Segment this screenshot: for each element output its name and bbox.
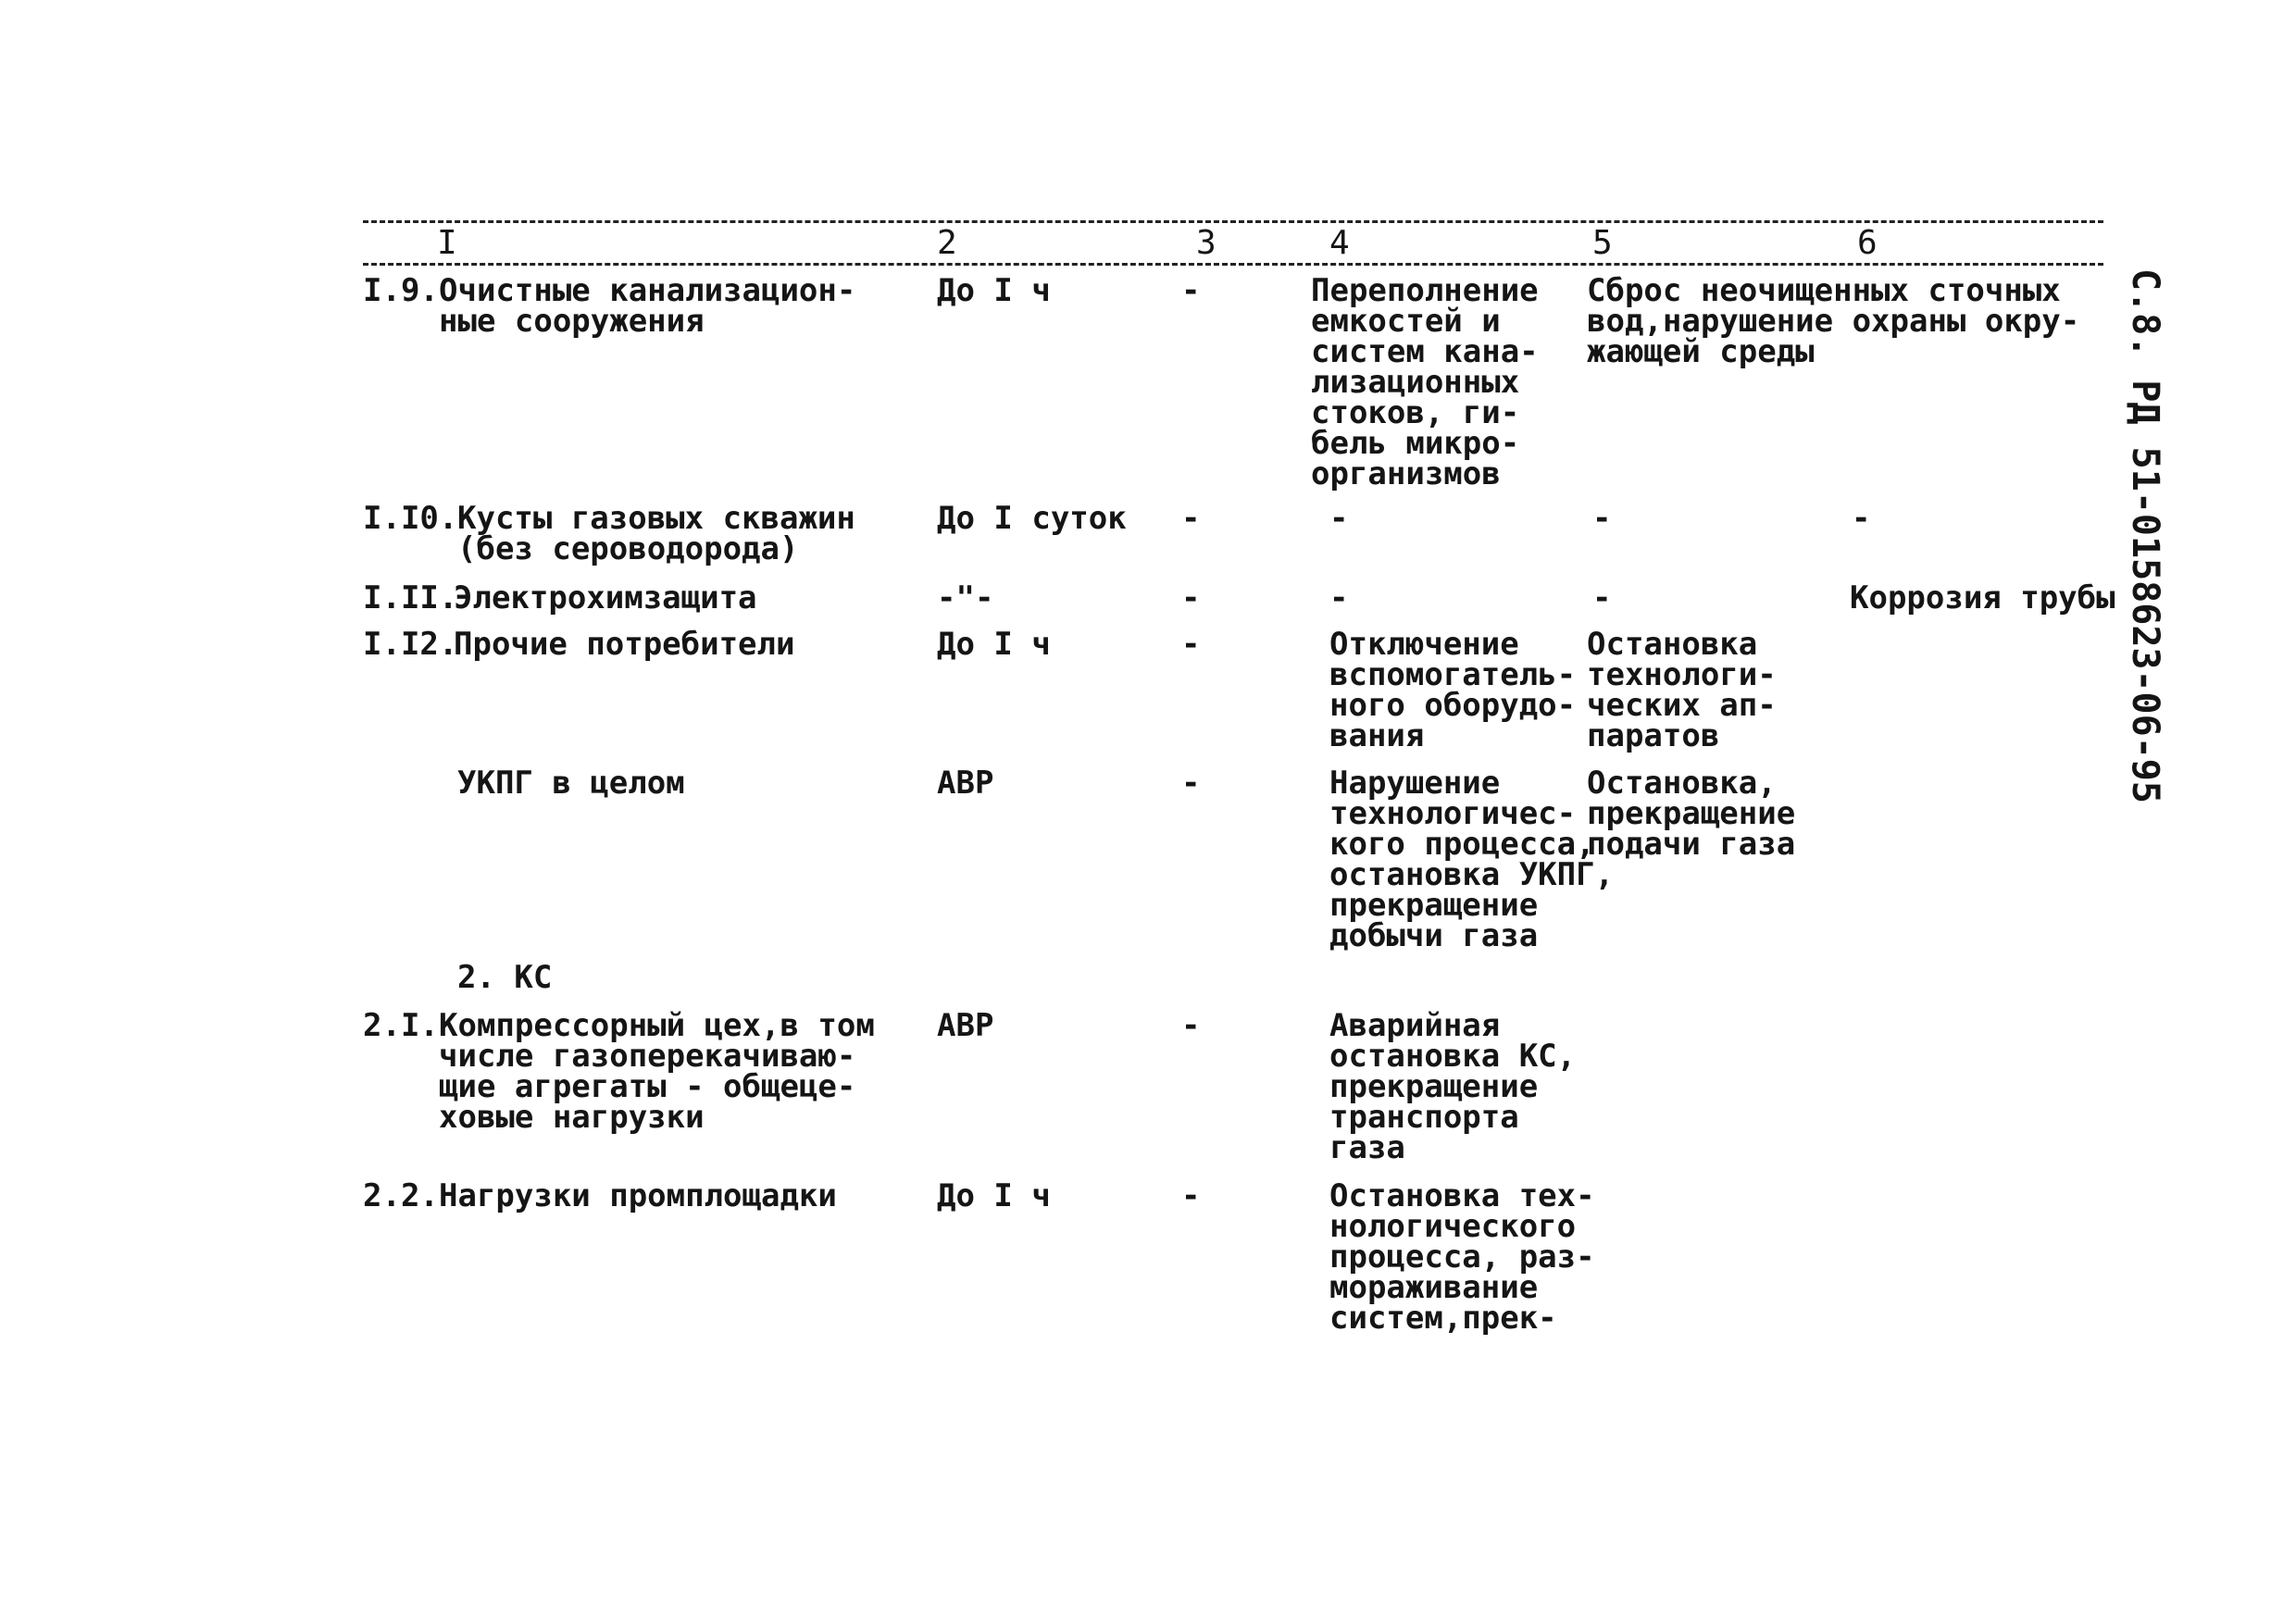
top-rule [363, 220, 2103, 223]
row-col3: - [1181, 626, 1201, 663]
row-col4: - [1329, 500, 1349, 537]
row-col5: Остановка, прекращение подачи газа [1587, 765, 1796, 863]
row-number: 2.I. [363, 1007, 439, 1044]
row-name: УКПГ в целом [457, 765, 685, 802]
row-col3: - [1181, 1177, 1201, 1214]
row-name: Компрессорный цех,в том числе газоперекачиваю- щие агрегаты - общеце- ховые нагрузки [439, 1007, 875, 1136]
row-number: I.I0. [363, 500, 458, 537]
row-col3: - [1181, 500, 1201, 537]
row-name: Прочие потребители [454, 626, 795, 663]
row-number: I.I2. [363, 626, 458, 663]
row-col4: Нарушение технологичес- кого процесса, остановка УКПГ, прекращение добычи газа [1329, 765, 1615, 954]
row-col6: Коррозия трубы [1850, 579, 2115, 616]
row-col4: Отключение вспомогатель- ного оборудо- вания [1329, 626, 1577, 754]
row-name: Электрохимзащита [454, 579, 757, 616]
col-header-5: 5 [1592, 224, 1613, 262]
row-col5: - [1592, 500, 1612, 537]
row-col2: До I ч [937, 272, 1051, 309]
row-col4: Остановка тех- нологического процесса, раз- мораживание систем,прек- [1329, 1177, 1595, 1337]
col-header-2: 2 [937, 224, 957, 262]
row-col2: До I ч [937, 626, 1051, 663]
row-number: I.II. [363, 579, 458, 616]
row-col4: - [1329, 579, 1349, 616]
row-col2: До I ч [937, 1177, 1051, 1214]
row-number: 2.2. [363, 1177, 439, 1214]
row-name: Очистные канализацион- ные сооружения [439, 272, 856, 340]
row-number: I.9. [363, 272, 439, 309]
row-name: Нагрузки промплощадки [439, 1177, 837, 1214]
row-col4: Переполнение емкостей и систем кана- лизационных стоков, ги- бель микро- организмов [1311, 272, 1539, 492]
page-side-label: С.8. РД 51-0158623-06-95 [2124, 268, 2166, 803]
row-col2: -"- [937, 579, 994, 616]
row-col5: Сброс неочищенных сточных вод,нарушение охраны окру- жающей среды [1587, 272, 2080, 370]
header-rule [363, 263, 2103, 266]
row-col2: До I суток [937, 500, 1127, 537]
row-col2: АВР [937, 765, 994, 802]
row-col5: Остановка технологи- ческих ап- паратов [1587, 626, 1777, 754]
row-col5: - [1592, 579, 1612, 616]
row-col3: - [1181, 272, 1201, 309]
row-col4: Аварийная остановка КС, прекращение транспорта газа [1329, 1007, 1577, 1166]
section-title: 2. КС [457, 959, 553, 996]
col-header-4: 4 [1329, 224, 1350, 262]
col-header-1: I [437, 224, 457, 262]
col-header-6: 6 [1857, 224, 1878, 262]
col-header-3: 3 [1196, 224, 1217, 262]
row-col2: АВР [937, 1007, 994, 1044]
row-col6: - [1852, 500, 1871, 537]
row-col3: - [1181, 765, 1201, 802]
row-col3: - [1181, 579, 1201, 616]
row-name: Кусты газовых скважин (без сероводорода) [457, 500, 855, 567]
row-col3: - [1181, 1007, 1201, 1044]
